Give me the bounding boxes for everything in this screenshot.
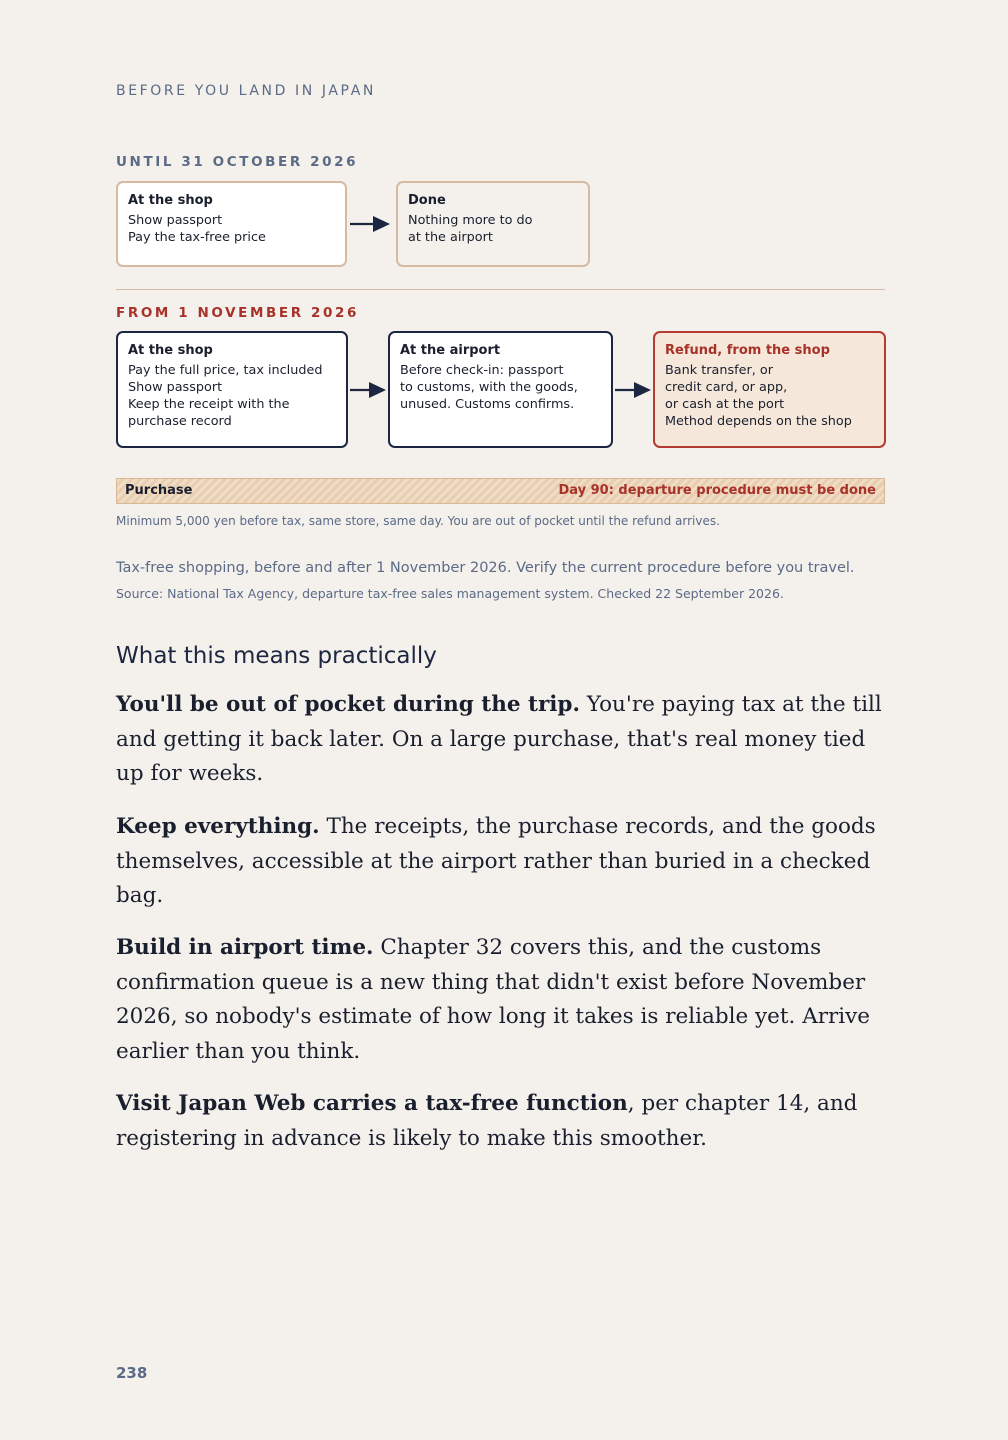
step-line: Bank transfer, or [665, 363, 773, 378]
step-line: Pay the tax-free price [128, 230, 266, 245]
step-title: Refund, from the shop [665, 343, 830, 358]
paragraph-text: You're paying tax at the till and getting it back later. On a large purchase, that's real money tied up for weeks. [116, 692, 882, 786]
arrow-right-icon [349, 380, 387, 400]
step-line: Method depends on the shop [665, 414, 852, 429]
diagram-note: Minimum 5,000 yen before tax, same store, same day. You are out of pocket until the refund arrives. [116, 514, 720, 528]
section-heading: What this means practically [116, 643, 437, 669]
arrow-right-icon [349, 214, 391, 234]
step-line: Before check-in: passport [400, 363, 564, 378]
step-line: Keep the receipt with the [128, 397, 290, 412]
step-line: Show passport [128, 213, 223, 228]
timeline-end: Day 90: departure procedure must be done [558, 483, 876, 498]
arrow-right-icon [614, 380, 652, 400]
from-step-refund [653, 331, 886, 448]
section-divider [116, 289, 885, 290]
step-title: At the airport [400, 343, 501, 358]
timeline-bar [116, 478, 885, 504]
step-title: At the shop [128, 193, 213, 208]
paragraph [116, 931, 892, 1069]
paragraph-lead: You'll be out of pocket during the trip. [116, 692, 580, 717]
figure-source: Source: National Tax Agency, departure tax-free sales management system. Checked 22 September 2026. [116, 586, 784, 601]
paragraph-lead: Build in airport time. [116, 935, 374, 960]
paragraph-lead: Visit Japan Web carries a tax-free function [116, 1091, 628, 1116]
paragraph-lead: Keep everything. [116, 814, 320, 839]
step-title: At the shop [128, 343, 213, 358]
until-step-shop [116, 181, 347, 267]
running-head: BEFORE YOU LAND IN JAPAN [116, 83, 376, 99]
paragraph-text: The receipts, the purchase records, and the goods themselves, accessible at the airport rather than buried in a checked bag. [116, 814, 876, 908]
step-line: credit card, or app, [665, 380, 788, 395]
paragraph [116, 688, 892, 792]
figure-caption: Tax-free shopping, before and after 1 November 2026. Verify the current procedure before you travel. [116, 560, 855, 576]
step-line: unused. Customs confirms. [400, 397, 575, 412]
page-number: 238 [116, 1364, 148, 1382]
until-step-done [396, 181, 590, 267]
paragraph [116, 1087, 892, 1156]
until-label: UNTIL 31 OCTOBER 2026 [116, 154, 359, 170]
step-title: Done [408, 193, 446, 208]
step-line: Pay the full price, tax included [128, 363, 323, 378]
step-line: at the airport [408, 230, 493, 245]
from-step-airport [388, 331, 613, 448]
step-line: purchase record [128, 414, 232, 429]
paragraph [116, 810, 892, 914]
step-line: Nothing more to do [408, 213, 533, 228]
step-line: or cash at the port [665, 397, 785, 412]
from-step-shop [116, 331, 348, 448]
from-label: FROM 1 NOVEMBER 2026 [116, 305, 360, 321]
step-line: Show passport [128, 380, 223, 395]
step-line: to customs, with the goods, [400, 380, 578, 395]
timeline-start: Purchase [125, 483, 193, 498]
paragraph-text: Chapter 32 covers this, and the customs confirmation queue is a new thing that didn't exist before November 2026, so nobody's estimate of how long it takes is reliable yet. Arrive earlier than you think. [116, 935, 871, 1064]
paragraph-text: , per chapter 14, and registering in advance is likely to make this smoother. [116, 1091, 858, 1151]
